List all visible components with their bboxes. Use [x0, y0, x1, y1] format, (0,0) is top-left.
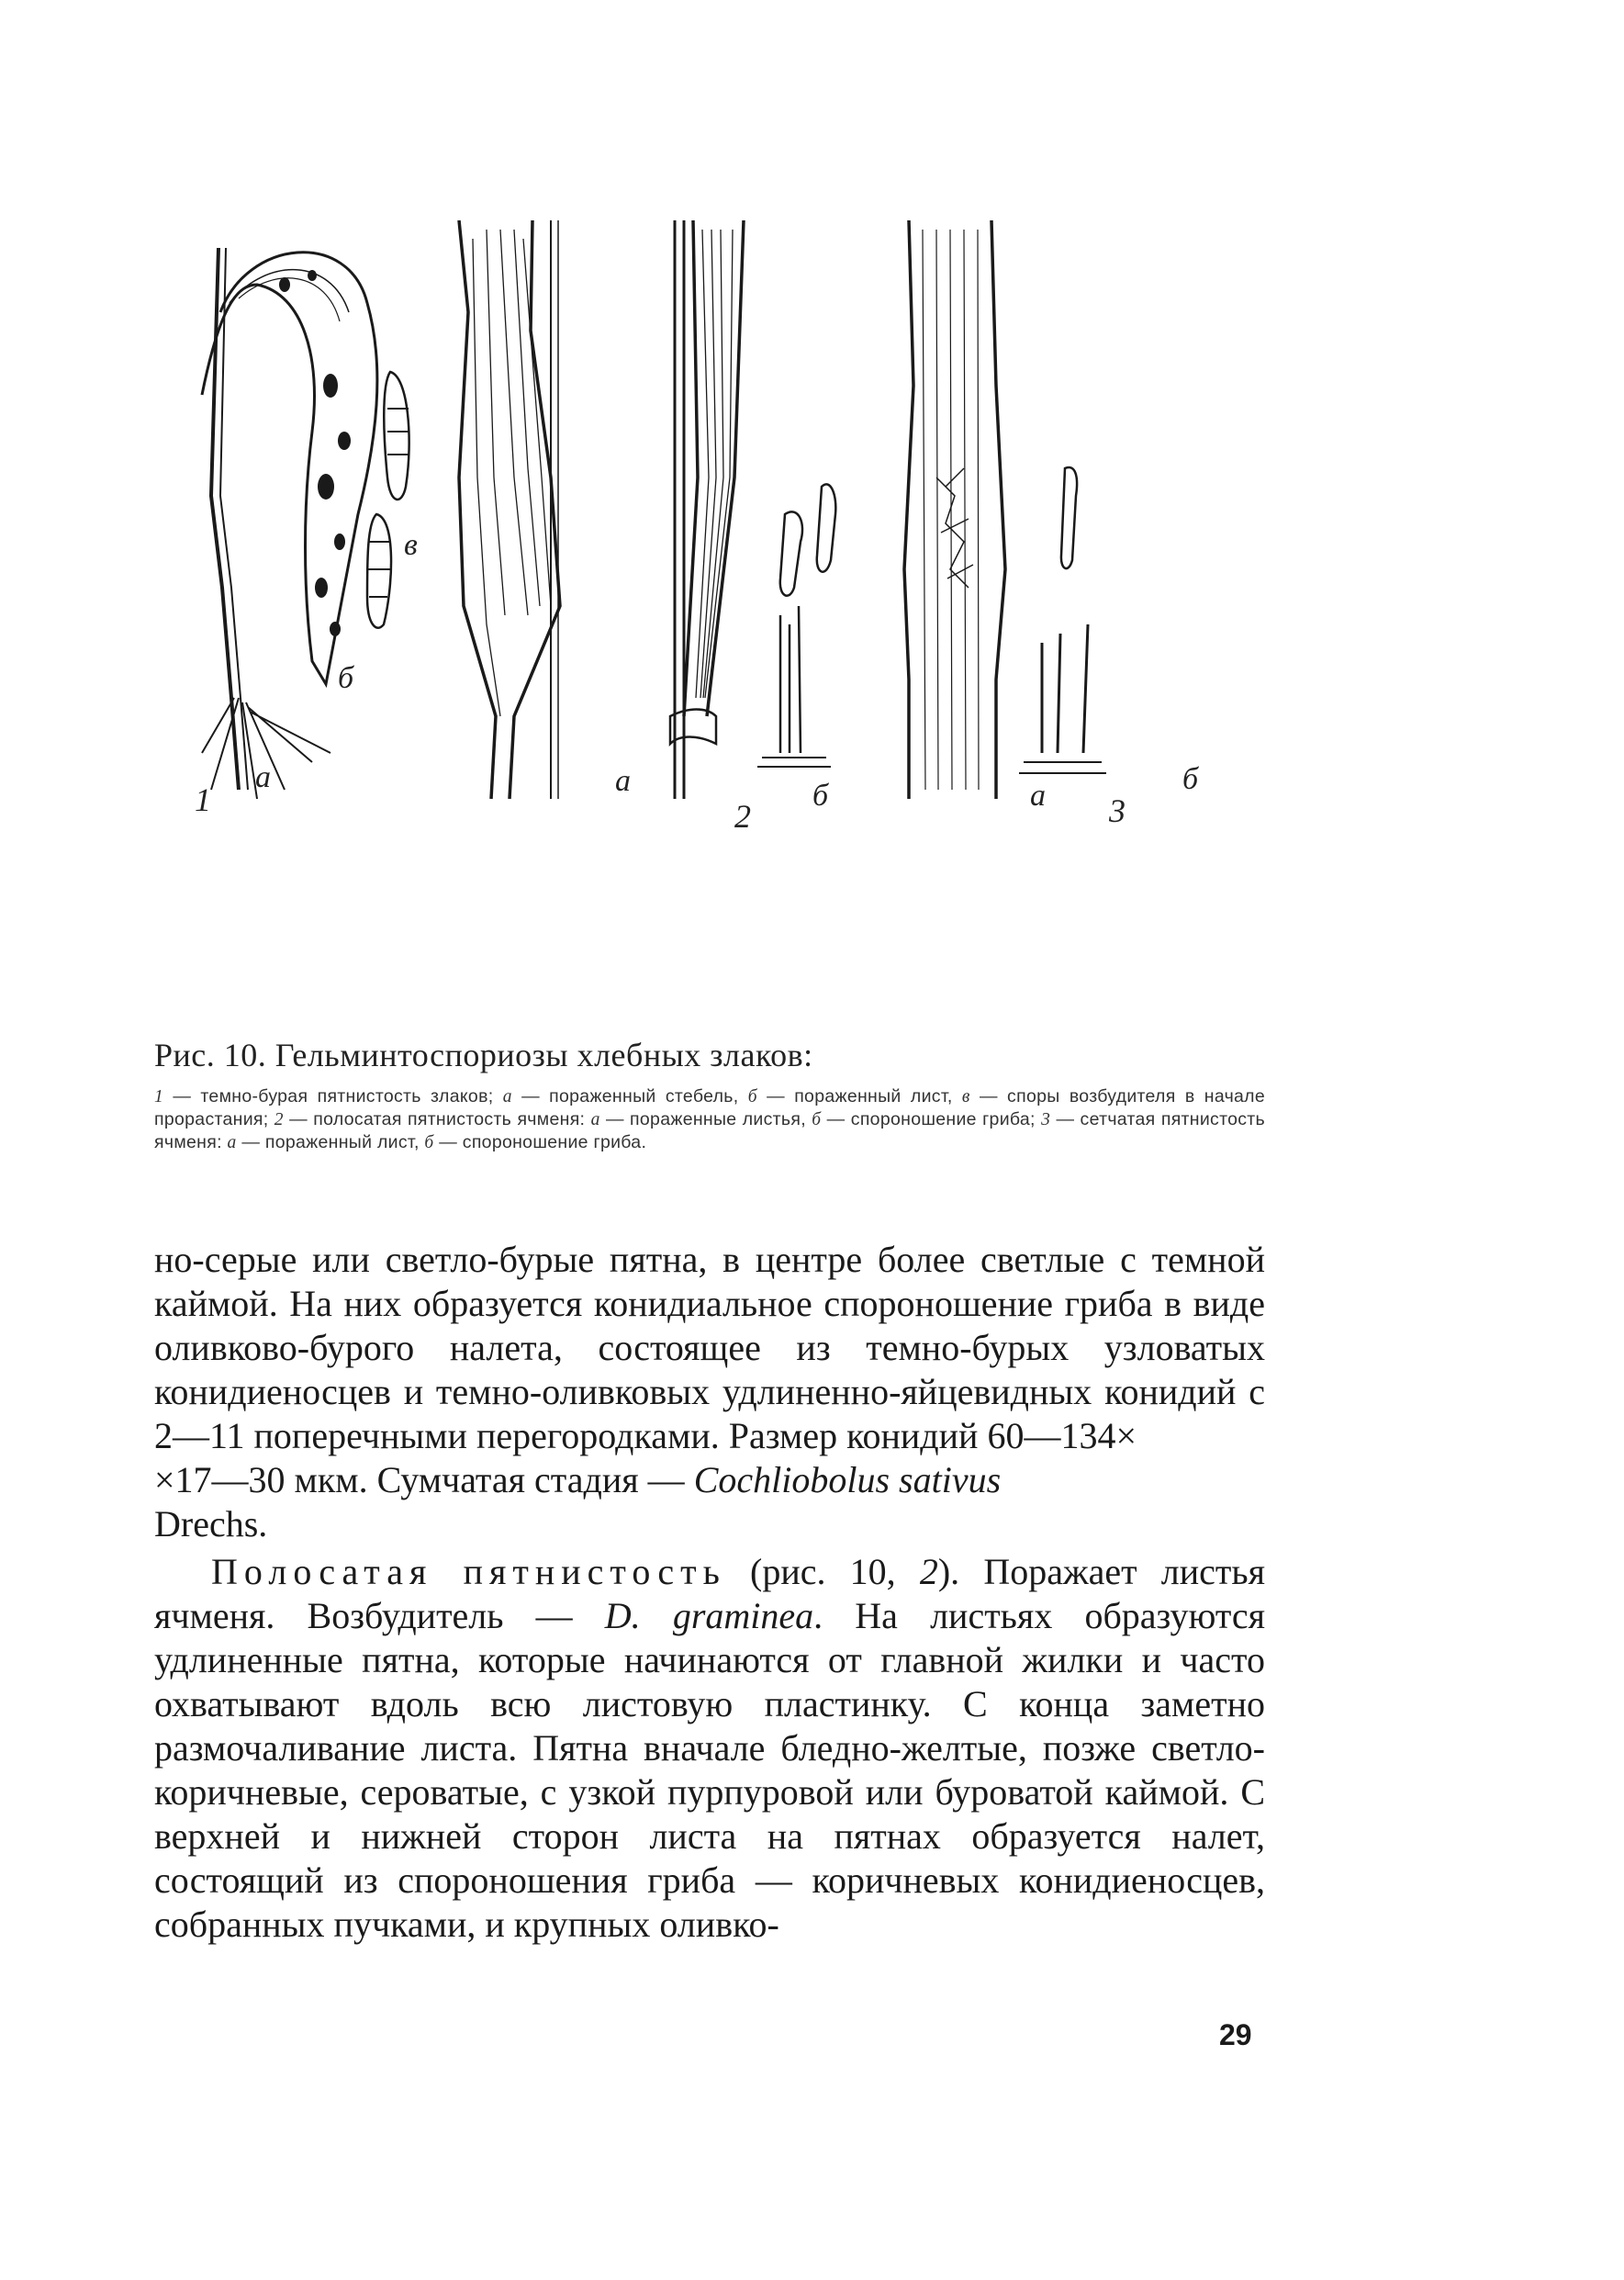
section-heading: Полосатая пятнистость [211, 1551, 726, 1592]
panel-2-leaf-a [459, 220, 560, 799]
panel-2-stem [670, 220, 835, 799]
label-panel-3: 3 [1109, 792, 1126, 829]
caption-part: 3 [1041, 1110, 1051, 1129]
figure-caption-title: Рис. 10. Гельминтоспориозы хлебных злаков: [154, 1037, 813, 1073]
caption-part: — полосатая пятнистость ячменя: [283, 1109, 591, 1129]
caption-part: — темно-бурая пятнистость злаков; [163, 1086, 503, 1106]
species-name: Cochliobolus sativus [693, 1459, 1002, 1500]
label-panel-2: 2 [734, 798, 751, 835]
caption-part: — спороношение гриба; [821, 1109, 1042, 1129]
caption-part: а [590, 1110, 600, 1129]
caption-part: — пораженный лист, [236, 1132, 425, 1152]
figure-caption-legend [154, 1085, 1265, 1154]
figure-illustration [147, 202, 1276, 1010]
caption-part: — пораженные листья, [599, 1109, 812, 1129]
body-text [154, 1238, 1265, 1947]
caption-part: б [812, 1110, 822, 1129]
species-name-2: D. graminea [604, 1595, 814, 1636]
caption-part: б [424, 1133, 434, 1152]
caption-part: б [747, 1087, 757, 1106]
panel-3-leaf [904, 220, 1106, 799]
label-panel-1-v: в [404, 528, 418, 562]
caption-part: — спороношение гриба. [433, 1132, 647, 1152]
caption-part: — пораженный стебель, [511, 1086, 748, 1106]
caption-part: а [502, 1087, 512, 1106]
caption-part: — споры возбудителя в начале прорастания; [154, 1086, 1265, 1129]
caption-part: а [227, 1133, 237, 1152]
label-panel-3-a: а [1030, 779, 1046, 813]
caption-part: 1 [154, 1087, 164, 1106]
paragraph-2: Полосатая пятнистость (рис. 10, 2). Поражает листья ячменя. Возбудитель — D. graminea. На листьях образуются удлиненные пятна, которые начинаются от главной жилки и часто охватывают вдоль всю листовую пластинку. С конца заметно размочаливание листа. Пятна вначале бледно-желтые, позже светло-коричневые, сероватые, с узкой пурпуровой или буроватой каймой. С верхней и нижней сторон листа на пятнах образуется налет, состоящий из спороношения гриба — коричневых конидиеносцев, собранных пучками, и крупных оливко- [154, 1551, 1265, 1945]
caption-part: — сетчатая пятнистость ячменя: [154, 1109, 1265, 1152]
label-panel-1-a: а [255, 760, 271, 794]
label-panel-3-b: б [1182, 762, 1199, 796]
figure-ref: 2 [919, 1551, 938, 1592]
label-panel-2-b: б [812, 779, 829, 813]
species-author: Drechs. [154, 1503, 268, 1544]
caption-part: в [961, 1087, 970, 1106]
panel-1-plant [202, 248, 409, 799]
caption-part: 2 [274, 1110, 284, 1129]
paragraph-1: но-серые или светло-бурые пятна, в центре более светлые с темной каймой. На них образуется конидиальное спороношение гриба в виде оливково-бурого налета, состоящее из темно-бурых узловатых конидиеносцев и темно-оливковых удлиненно-яйцевидных конидий с 2—11 поперечными перегородками. Размер конидий 60—134× ×17—30 мкм. Сумчатая стадия — Cochliobolus sativus Drechs. [154, 1239, 1265, 1544]
page-number: 29 [1219, 2018, 1252, 2051]
label-panel-2-a: а [615, 764, 631, 798]
label-panel-1-b: б [338, 661, 354, 695]
caption-part: — пораженный лист, [756, 1086, 962, 1106]
label-panel-1: 1 [195, 781, 211, 818]
figure-10 [147, 202, 1276, 1010]
